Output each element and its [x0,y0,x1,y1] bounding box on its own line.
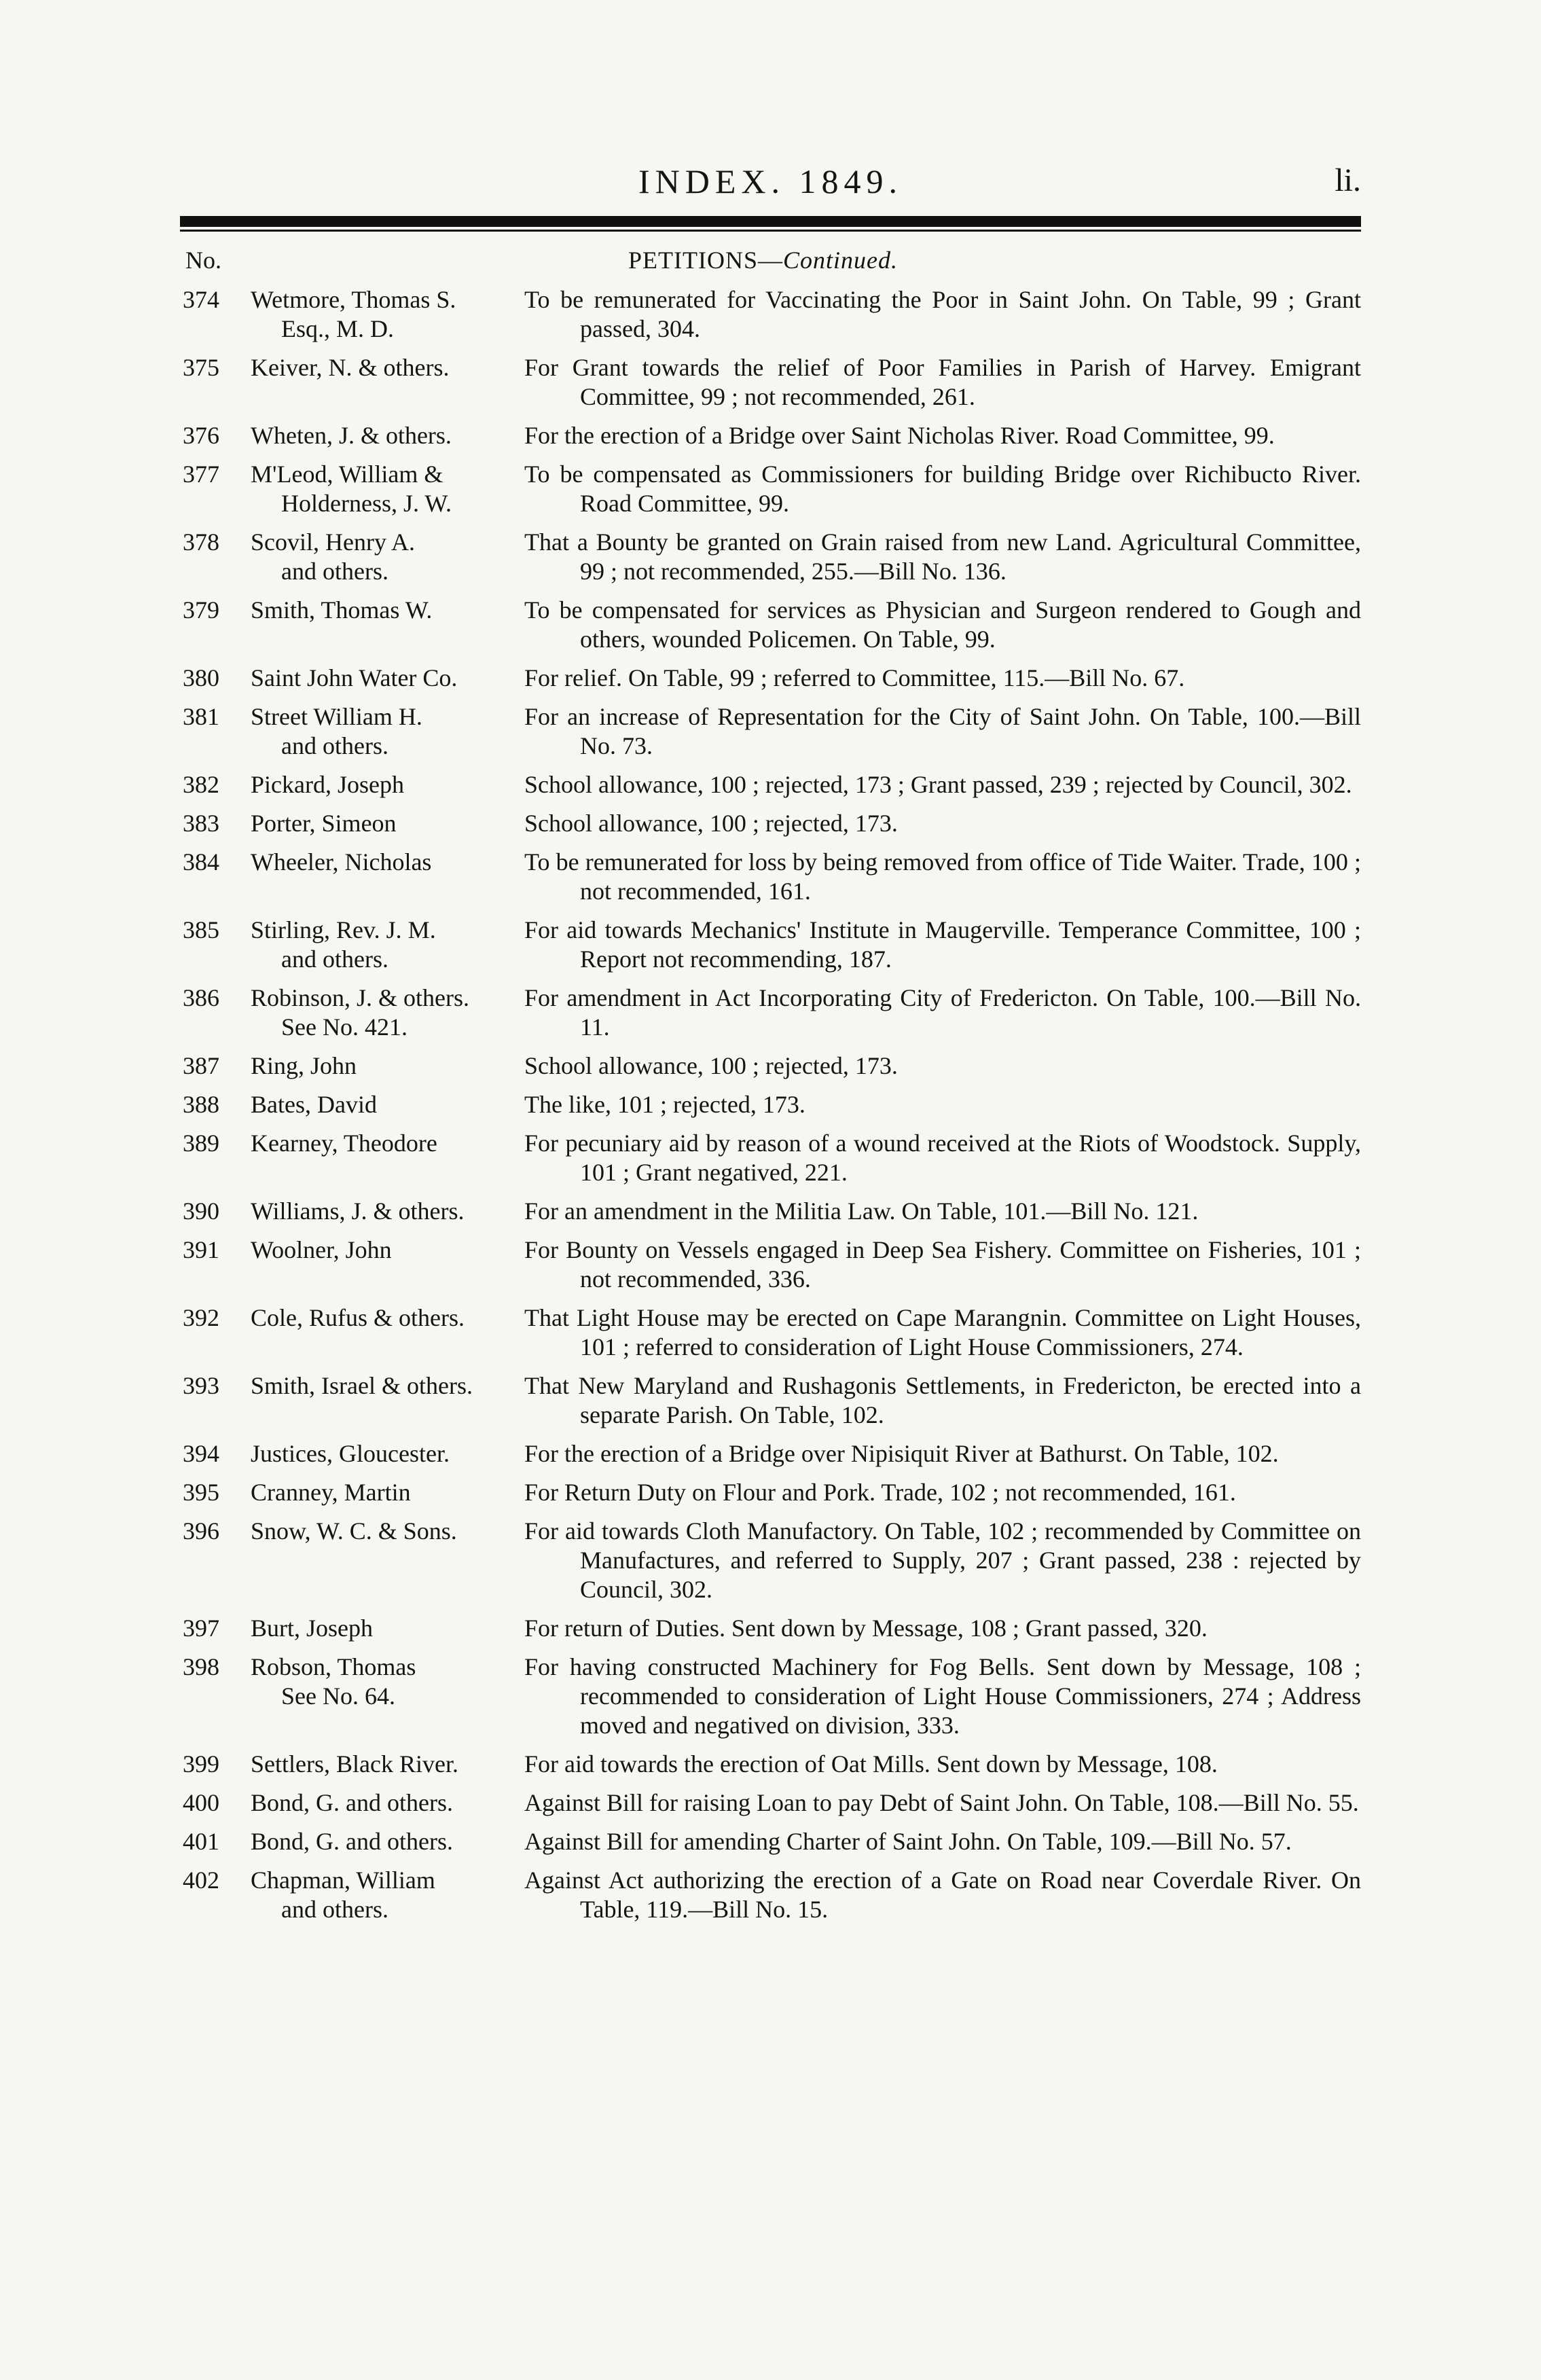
entry-number: 383 [183,810,219,837]
entry-number: 384 [183,848,219,876]
entry-number: 375 [183,354,219,381]
entry-description: For Bounty on Vessels engaged in Deep Sea Fishery. Committee on Fisheries, 101 ; not recommended, 336. [524,1236,1361,1293]
entry-petitioner-line2: Holderness, J. W. [281,490,452,517]
entry-description: For having constructed Machinery for Fog Bells. Sent down by Message, 108 ; recommended to consideration of Light House Commissioners, 274 ; Address moved and negatived on division, 333. [524,1653,1361,1739]
entry-petitioner-line1: Smith, Israel & others. [251,1372,473,1399]
entry-petitioner-line1: Justices, Gloucester. [251,1440,450,1467]
entry-petitioner-line1: Kearney, Theodore [251,1130,437,1157]
index-entry [180,1827,1361,1856]
index-entry [180,1517,1361,1604]
index-entry [180,1371,1361,1430]
entry-petitioner [251,353,524,382]
page-title: INDEX. 1849. [638,162,903,200]
entry-description: For Return Duty on Flour and Pork. Trade, 102 ; not recommended, 161. [524,1479,1236,1506]
index-entries [180,285,1361,1934]
entry-petitioner [251,1614,524,1643]
entry-petitioner-line1: Snow, W. C. & Sons. [251,1517,457,1545]
entry-description: For return of Duties. Sent down by Message, 108 ; Grant passed, 320. [524,1615,1208,1642]
entry-description: To be compensated as Commissioners for building Bridge over Richibucto River. Road Committee, 99. [524,461,1361,517]
index-entry [180,1653,1361,1740]
section-heading [628,246,898,274]
entry-petitioner [251,1197,524,1226]
entry-petitioner [251,1788,524,1818]
section-heading-continued: Continued. [783,247,898,274]
entry-petitioner [251,1236,524,1265]
entry-description: Against Bill for raising Loan to pay Debt of Saint John. On Table, 108.—Bill No. 55. [524,1789,1359,1816]
entry-description: For an increase of Representation for the City of Saint John. On Table, 100.—Bill No. 73. [524,703,1361,759]
index-entry [180,809,1361,838]
entry-petitioner [251,1653,524,1711]
entry-number: 398 [183,1653,219,1680]
entry-petitioner [251,1303,524,1333]
entry-number: 382 [183,771,219,798]
entry-description: Against Act authorizing the erection of a Gate on Road near Coverdale River. On Table, 119.—Bill No. 15. [524,1867,1361,1923]
entry-petitioner-line1: Robinson, J. & others. [251,984,470,1011]
entry-petitioner [251,664,524,693]
entry-petitioner-line1: Chapman, William [251,1867,435,1894]
index-entry [180,353,1361,412]
entry-description: For aid towards Mechanics' Institute in Maugerville. Temperance Committee, 100 ; Report not recommending, 187. [524,916,1361,973]
entry-number: 394 [183,1440,219,1467]
entry-number: 387 [183,1052,219,1079]
entry-petitioner [251,809,524,838]
index-entry [180,596,1361,654]
entry-number: 390 [183,1197,219,1225]
entry-petitioner [251,702,524,761]
index-entry [180,460,1361,518]
index-entry [180,1750,1361,1779]
entry-description: Against Bill for amending Charter of Saint John. On Table, 109.—Bill No. 57. [524,1828,1292,1855]
entry-description: For aid towards Cloth Manufactory. On Table, 102 ; recommended by Committee on Manufactures, and referred to Supply, 207 ; Grant passed, 238 : rejected by Council, 302. [524,1517,1361,1603]
entry-description: For relief. On Table, 99 ; referred to Committee, 115.—Bill No. 67. [524,664,1185,691]
column-header-no: No. [185,247,221,274]
index-entry [180,916,1361,974]
entry-number: 381 [183,703,219,730]
entry-petitioner-line1: Bond, G. and others. [251,1828,453,1855]
entry-number: 392 [183,1304,219,1331]
entry-petitioner-line1: Bates, David [251,1091,377,1118]
entry-petitioner [251,528,524,586]
index-entry [180,984,1361,1042]
entry-number: 389 [183,1130,219,1157]
index-entry [180,528,1361,586]
entry-number: 401 [183,1828,219,1855]
entry-petitioner-line1: Cole, Rufus & others. [251,1304,465,1331]
entry-description: For the erection of a Bridge over Saint Nicholas River. Road Committee, 99. [524,422,1275,449]
index-entry [180,421,1361,450]
entry-number: 402 [183,1867,219,1894]
entry-number: 388 [183,1091,219,1118]
entry-number: 374 [183,286,219,313]
entry-petitioner-line1: Keiver, N. & others. [251,354,450,381]
entry-petitioner-line1: Robson, Thomas [251,1653,416,1680]
entry-description: To be remunerated for Vaccinating the Poor in Saint John. On Table, 99 ; Grant passed, 304. [524,286,1361,342]
entry-petitioner-line1: Burt, Joseph [251,1615,373,1642]
entry-description: For amendment in Act Incorporating City of Fredericton. On Table, 100.—Bill No. 11. [524,984,1361,1041]
entry-number: 385 [183,916,219,943]
entry-number: 391 [183,1236,219,1263]
index-entry [180,285,1361,344]
header-rule-thick [180,216,1361,227]
entry-number: 379 [183,596,219,624]
entry-petitioner-line1: Saint John Water Co. [251,664,458,691]
entry-description: For the erection of a Bridge over Nipisiquit River at Bathurst. On Table, 102. [524,1440,1279,1467]
index-entry [180,1439,1361,1468]
entry-number: 393 [183,1372,219,1399]
entry-petitioner-line2: and others. [281,732,388,759]
entry-petitioner [251,460,524,518]
entry-petitioner [251,1750,524,1779]
index-entry [180,702,1361,761]
entry-petitioner-line1: Cranney, Martin [251,1479,411,1506]
entry-petitioner-line1: Woolner, John [251,1236,392,1263]
index-entry [180,1197,1361,1226]
entry-number: 395 [183,1479,219,1506]
entry-description: For an amendment in the Militia Law. On Table, 101.—Bill No. 121. [524,1197,1199,1225]
index-entry [180,1090,1361,1119]
entry-description: The like, 101 ; rejected, 173. [524,1091,805,1118]
entry-description: School allowance, 100 ; rejected, 173 ; Grant passed, 239 ; rejected by Council, 302. [524,771,1352,798]
entry-petitioner-line1: Settlers, Black River. [251,1750,458,1778]
entry-petitioner [251,1129,524,1158]
entry-petitioner [251,421,524,450]
entry-petitioner-line1: Scovil, Henry A. [251,528,415,556]
index-entry [180,1866,1361,1924]
entry-description: To be remunerated for loss by being removed from office of Tide Waiter. Trade, 100 ; not recommended, 161. [524,848,1361,905]
column-header [180,246,1361,280]
entry-petitioner-line1: Smith, Thomas W. [251,596,433,624]
entry-petitioner-line2: Esq., M. D. [281,315,395,342]
entry-petitioner-line1: Stirling, Rev. J. M. [251,916,436,943]
entry-petitioner [251,1827,524,1856]
entry-petitioner-line1: M'Leod, William & [251,461,443,488]
entry-petitioner-line2: and others. [281,558,388,585]
entry-petitioner-line1: Wetmore, Thomas S. [251,286,456,313]
entry-petitioner-line1: Williams, J. & others. [251,1197,465,1225]
entry-description: For Grant towards the relief of Poor Families in Parish of Harvey. Emigrant Committee, 99 ; not recommended, 261. [524,354,1361,410]
entry-petitioner-line1: Wheeler, Nicholas [251,848,432,876]
entry-description: To be compensated for services as Physician and Surgeon rendered to Gough and others, wounded Policemen. On Table, 99. [524,596,1361,653]
section-heading-label: PETITIONS— [628,247,783,274]
entry-number: 396 [183,1517,219,1545]
entry-petitioner-line1: Pickard, Joseph [251,771,404,798]
entry-number: 397 [183,1615,219,1642]
entry-petitioner-line1: Bond, G. and others. [251,1789,453,1816]
entry-description: That Light House may be erected on Cape Marangnin. Committee on Light Houses, 101 ; referred to consideration of Light House Commissioners, 274. [524,1304,1361,1360]
entry-description: For aid towards the erection of Oat Mills. Sent down by Message, 108. [524,1750,1218,1778]
entry-petitioner [251,1371,524,1401]
entry-description: For pecuniary aid by reason of a wound received at the Riots of Woodstock. Supply, 101 ; Grant negatived, 221. [524,1130,1361,1186]
page-number: li. [1335,162,1361,198]
entry-description: That a Bounty be granted on Grain raised from new Land. Agricultural Committee, 99 ; not recommended, 255.—Bill No. 136. [524,528,1361,585]
entry-petitioner [251,848,524,877]
entry-description: School allowance, 100 ; rejected, 173. [524,810,898,837]
entry-number: 377 [183,461,219,488]
index-entry [180,770,1361,799]
entry-petitioner [251,1478,524,1507]
entry-petitioner-line1: Porter, Simeon [251,810,397,837]
entry-petitioner [251,1439,524,1468]
entry-number: 400 [183,1789,219,1816]
entry-petitioner [251,1517,524,1546]
page-header [180,162,1361,209]
entry-petitioner-line1: Wheten, J. & others. [251,422,452,449]
entry-number: 378 [183,528,219,556]
entry-number: 376 [183,422,219,449]
entry-petitioner-line1: Ring, John [251,1052,357,1079]
entry-petitioner [251,984,524,1042]
index-entry [180,1303,1361,1362]
header-rule-thin [180,230,1361,232]
entry-petitioner-line2: See No. 64. [281,1682,395,1710]
entry-number: 380 [183,664,219,691]
entry-number: 386 [183,984,219,1011]
entry-description: School allowance, 100 ; rejected, 173. [524,1052,898,1079]
entry-petitioner [251,916,524,974]
index-entry [180,1051,1361,1081]
entry-description: That New Maryland and Rushagonis Settlements, in Fredericton, be erected into a separate Parish. On Table, 102. [524,1372,1361,1428]
index-entry [180,1129,1361,1187]
entry-petitioner [251,1866,524,1924]
entry-petitioner-line1: Street William H. [251,703,422,730]
index-entry [180,664,1361,693]
index-entry [180,1788,1361,1818]
index-entry [180,1614,1361,1643]
entry-petitioner [251,1090,524,1119]
entry-number: 399 [183,1750,219,1778]
index-entry [180,1236,1361,1294]
entry-petitioner-line2: and others. [281,945,388,973]
entry-petitioner [251,285,524,344]
index-entry [180,1478,1361,1507]
index-entry [180,848,1361,906]
entry-petitioner [251,596,524,625]
entry-petitioner-line2: See No. 421. [281,1013,407,1041]
entry-petitioner [251,770,524,799]
entry-petitioner [251,1051,524,1081]
entry-petitioner-line2: and others. [281,1896,388,1923]
